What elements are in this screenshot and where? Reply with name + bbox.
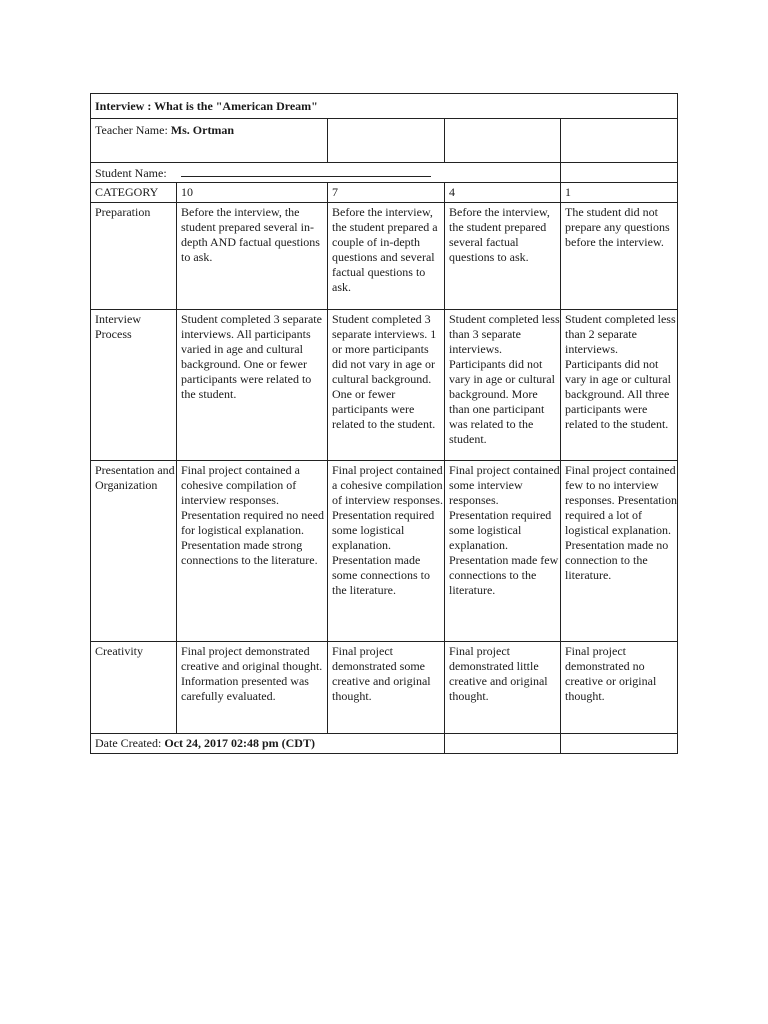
row-category: Presentation and Organization	[91, 461, 177, 642]
score-header-1: 1	[561, 183, 678, 203]
category-header: CATEGORY	[91, 183, 177, 203]
rubric-cell: Final project demonstrated little creative and original thought.	[445, 642, 561, 734]
rubric-cell: Final project contained a cohesive compilation of interview responses. Presentation required some logistical explanation. Presentation made some connections to the literature.	[328, 461, 445, 642]
rubric-cell: Final project demonstrated no creative or original thought.	[561, 642, 678, 734]
row-category: Interview Process	[91, 310, 177, 461]
date-created-value: Oct 24, 2017 02:48 pm (CDT)	[164, 736, 315, 750]
rubric-cell: Before the interview, the student prepared several factual questions to ask.	[445, 203, 561, 310]
rubric-table	[90, 93, 678, 754]
rubric-cell: Final project contained some interview responses. Presentation required some logistical explanation. Presentation made few connections to the literature.	[445, 461, 561, 642]
rubric-cell: Final project contained few to no interview responses. Presentation required a lot of logistical explanation. Presentation made no connection to the literature.	[561, 461, 678, 642]
score-header-4: 4	[445, 183, 561, 203]
student-name-cell	[91, 163, 561, 183]
table-row	[91, 461, 678, 642]
table-row	[91, 310, 678, 461]
date-row	[91, 734, 678, 754]
student-name-label: Student Name:	[95, 166, 167, 180]
rubric-cell: Student completed 3 separate interviews. All participants varied in age and cultural background. One or fewer participants were related to the student.	[177, 310, 328, 461]
rubric-cell: Student completed less than 2 separate interviews. Participants did not vary in age or cultural background. All three participants were related to the student.	[561, 310, 678, 461]
row-category: Preparation	[91, 203, 177, 310]
blank-cell	[445, 119, 561, 163]
score-header-10: 10	[177, 183, 328, 203]
table-row	[91, 203, 678, 310]
title-row	[91, 94, 678, 119]
blank-cell	[445, 734, 561, 754]
rubric-cell: Student completed 3 separate interviews. 1 or more participants did not vary in age or cultural background. One or fewer participants were related to the student.	[328, 310, 445, 461]
teacher-name-cell	[91, 119, 328, 163]
blank-cell	[328, 119, 445, 163]
teacher-name-label: Teacher Name:	[95, 123, 168, 137]
rubric-cell: Student completed less than 3 separate interviews. Participants did not vary in age or cultural background. More than one participant was related to the student.	[445, 310, 561, 461]
table-row	[91, 642, 678, 734]
date-created-cell	[91, 734, 445, 754]
blank-cell	[561, 163, 678, 183]
blank-cell	[561, 119, 678, 163]
rubric-cell: Final project demonstrated some creative and original thought.	[328, 642, 445, 734]
rubric-cell: Before the interview, the student prepared a couple of in-depth questions and several factual questions to ask.	[328, 203, 445, 310]
teacher-name-value: Ms. Ortman	[170, 123, 235, 137]
date-created-label: Date Created:	[95, 736, 162, 750]
student-row	[91, 163, 678, 183]
student-name-line	[181, 164, 431, 177]
score-header-7: 7	[328, 183, 445, 203]
teacher-row	[91, 119, 678, 163]
page-title: Interview : What is the "American Dream"	[91, 94, 678, 119]
row-category: Creativity	[91, 642, 177, 734]
rubric-cell: Final project contained a cohesive compilation of interview responses. Presentation required no need for logistical explanation. Presentation made strong connections to the literature.	[177, 461, 328, 642]
rubric-cell: Final project demonstrated creative and original thought. Information presented was carefully evaluated.	[177, 642, 328, 734]
rubric-cell: Before the interview, the student prepared several in-depth AND factual questions to ask.	[177, 203, 328, 310]
header-row	[91, 183, 678, 203]
rubric-cell: The student did not prepare any questions before the interview.	[561, 203, 678, 310]
blank-cell	[561, 734, 678, 754]
